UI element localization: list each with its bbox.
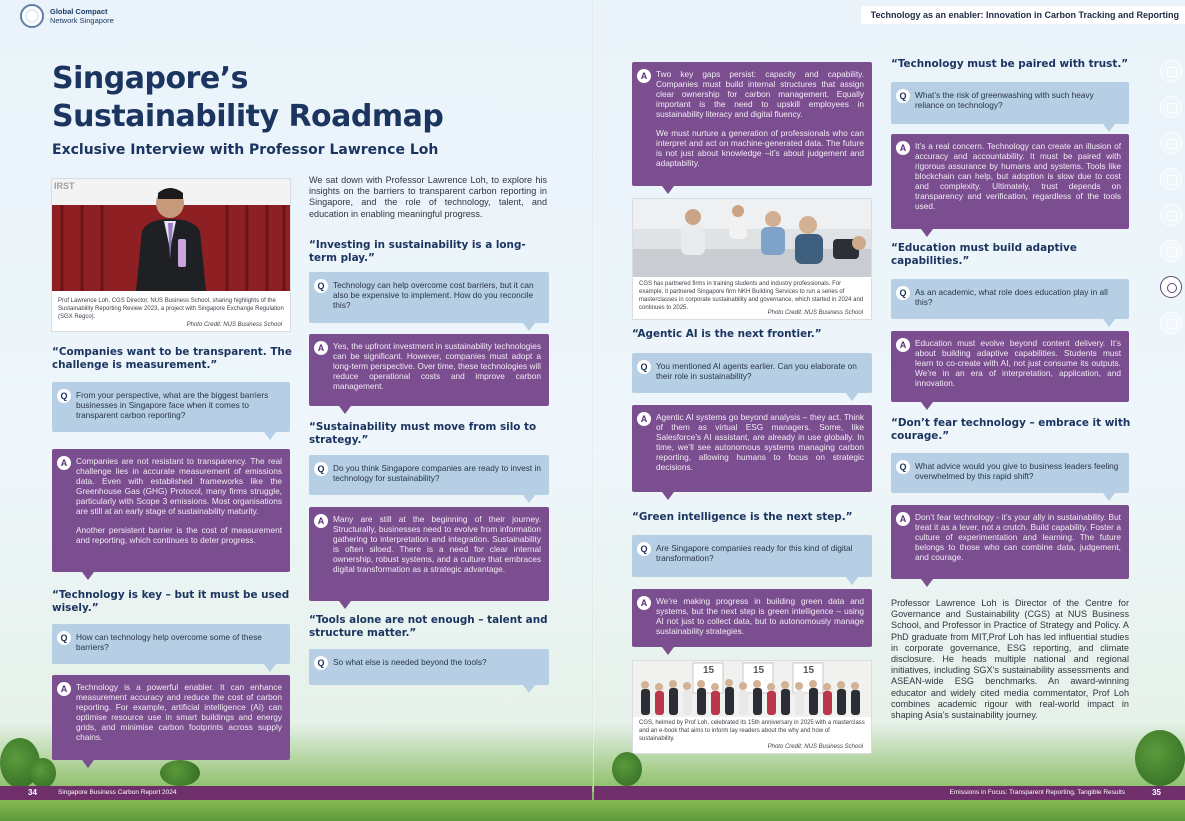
answer-bubble: [52, 675, 290, 760]
answer-text: Technology is a powerful enabler. It can enhance measurement accuracy and reduce the cost of carbon reporting. For example, artificial intelligence (AI) can optimise resource use in smart buildings and energy grids, and minimise carbon footprints across supply chains.: [76, 682, 282, 742]
q-badge: Q: [896, 460, 910, 474]
footer-left-text: Singapore Business Carbon Report 2024: [58, 789, 177, 796]
photo-caption: CGS has partnered firms in training students and industry professionals. For example, it partnered Singapore firm NKH Building Services to run a series of masterclasses in corporate sustainability and governance, which started in 2024 and continues to 2025.: [639, 281, 864, 311]
footer-right-text: Emissions in Focus: Transparent Reporting, Tangible Results: [949, 789, 1125, 796]
chat-icon[interactable]: [1160, 132, 1182, 154]
answer-text: Education must evolve beyond content delivery. It’s about building adaptive capabilities. Students must learn to co-create with AI, not just consume its outputs. We’re in an era of interpretation, application, and innovation.: [915, 338, 1121, 388]
org-line1: Global Compact: [50, 7, 108, 16]
grass-field: [0, 800, 1185, 821]
question-bubble: [52, 624, 290, 664]
tree-decoration: [160, 760, 200, 786]
answer-text: Two key gaps persist: capacity and capability. Companies must build internal structures that assign clear ownership for carbon management. Equally important is the need to upskill employees in sustainability literacy and digital fluency.: [656, 69, 864, 119]
photo-credit: Photo Credit: NUS Business School: [767, 310, 863, 316]
question-text: As an academic, what role does education play in all this?: [915, 287, 1108, 307]
photo-speaker: [51, 178, 291, 332]
question-text: From your perspective, what are the biggest barriers businesses in Singapore face when it comes to transparent carbon reporting?: [76, 390, 269, 420]
answer-bubble: [632, 405, 872, 492]
question-bubble: [632, 535, 872, 577]
q-badge: Q: [314, 462, 328, 476]
a-badge: A: [896, 338, 910, 352]
question-bubble: [632, 353, 872, 393]
flag-icon[interactable]: [1160, 312, 1182, 334]
page-number-right: 35: [1152, 788, 1161, 797]
backdrop-sign: IRST: [54, 181, 75, 191]
heading-agentic-ai: “Agentic AI is the next frontier.”: [632, 328, 822, 340]
heading-trust: “Technology must be paired with trust.”: [891, 58, 1129, 70]
tree-decoration: [612, 752, 642, 786]
a-badge: A: [57, 456, 71, 470]
un-global-compact-logo: [18, 4, 128, 30]
photo-masterclass: [632, 198, 872, 320]
globe-icon: [20, 4, 44, 28]
answer-bubble: [891, 134, 1129, 229]
leaf-icon[interactable]: [1160, 168, 1182, 190]
tree-decoration: [1135, 730, 1185, 786]
footer-left: [0, 786, 592, 800]
heading-technology-key: “Technology is key – but it must be used wisely.”: [52, 589, 290, 614]
question-text: What advice would you give to business leaders feeling overwhelmed by this rapid shift?: [915, 461, 1119, 481]
page-title: Singapore’s Sustainability Roadmap: [52, 61, 444, 134]
a-badge: A: [896, 512, 910, 526]
side-navigation: [1160, 60, 1184, 348]
question-bubble: [891, 82, 1129, 124]
heading-education: “Education must build adaptive capabilities.”: [891, 242, 1077, 267]
org-line2: Network Singapore: [50, 16, 114, 25]
question-bubble: [309, 649, 549, 685]
tree-decoration: [30, 758, 56, 788]
question-bubble: [891, 453, 1129, 493]
heading-dont-fear: “Don’t fear technology – embrace it with courage.”: [891, 417, 1131, 442]
q-badge: Q: [896, 89, 910, 103]
page-spine: [592, 0, 594, 792]
answer-bubble: [891, 331, 1129, 402]
anniversary-banner: 15: [753, 665, 765, 676]
factory-icon[interactable]: [1160, 240, 1182, 262]
answer-bubble: [52, 449, 290, 572]
heading-transparency: “Companies want to be transparent. The challenge is measurement.”: [52, 346, 292, 371]
question-text: How can technology help overcome some of these barriers?: [76, 632, 262, 652]
q-badge: Q: [57, 389, 71, 403]
question-bubble: [309, 455, 549, 495]
document-icon[interactable]: [1160, 60, 1182, 82]
photo-credit: Photo Credit: NUS Business School: [767, 744, 863, 750]
answer-bubble: [632, 589, 872, 647]
answer-bubble: [309, 334, 549, 406]
heading-green-intelligence: “Green intelligence is the next step.”: [632, 511, 853, 523]
wrench-icon[interactable]: [1160, 96, 1182, 118]
a-badge: A: [57, 682, 71, 696]
footer-right: [594, 786, 1185, 800]
question-text: So what else is needed beyond the tools?: [333, 657, 487, 667]
photo-caption: CGS, helmed by Prof Loh, celebrated its 15th anniversary in 2025 with a masterclass and an e-book that aims to inform lay readers about the why and how of sustainability.: [639, 720, 865, 742]
a-badge: A: [314, 514, 328, 528]
answer-bubble: [309, 507, 549, 601]
answer-bubble: [632, 62, 872, 186]
heading-talent-structure: “Tools alone are not enough – talent and structure matter.”: [309, 614, 548, 639]
question-text: You mentioned AI agents earlier. Can you elaborate on their role in sustainability?: [656, 361, 857, 381]
a-badge: A: [637, 412, 651, 426]
answer-text: We must nurture a generation of professionals who can interpret and act on machine-generated data. The future is not just about knowledge –it’s about judgement and adaptability.: [656, 128, 864, 168]
heading-silo-strategy: “Sustainability must move from silo to strategy.”: [309, 421, 537, 446]
anniversary-banner: 15: [803, 665, 815, 676]
section-tab: Technology as an enabler: Innovation in Carbon Tracking and Reporting: [861, 6, 1185, 24]
answer-text: Another persistent barrier is the cost of measurement and reporting, which continues to deter progress.: [76, 525, 282, 545]
a-badge: A: [637, 596, 651, 610]
answer-text: We’re making progress in building green data and systems, but the next step is green intelligence – using AI not just to collect data, but to autonomously manage sustainability strategies.: [656, 596, 864, 636]
heading-long-term: “Investing in sustainability is a long-term play.”: [309, 239, 526, 264]
a-badge: A: [896, 141, 910, 155]
answer-bubble: [891, 505, 1129, 579]
a-badge: A: [637, 69, 651, 83]
photo-credit: Photo Credit: NUS Business School: [186, 322, 282, 328]
q-badge: Q: [896, 286, 910, 300]
answer-text: Yes, the upfront investment in sustainability technologies can be significant. However, companies must adopt a long-term perspective. Over time, these technologies will reduce operational costs and improve carbon management.: [333, 341, 541, 391]
question-text: Do you think Singapore companies are ready to invest in technology for sustainability?: [333, 463, 542, 483]
photo-caption: Prof Lawrence Loh, CGS Director, NUS Business School, sharing highlights of the Sustainability Reporting Review 2023, a project with Singapore Exchange Regulation (SGX Regco).: [58, 298, 284, 320]
intro-paragraph: We sat down with Professor Lawrence Loh, to explore his insights on the barriers to transparent carbon reporting in Singapore, and the role of technology, talent, and education in enabling meaningful progress.: [309, 175, 547, 219]
q-badge: Q: [637, 360, 651, 374]
a-badge: A: [314, 341, 328, 355]
answer-text: Companies are not resistant to transparency. The real challenge lies in accurate measurement of emissions data. Even with established frameworks like the Greenhouse Gas (GHG) Protocol, many firms struggle, particularly with Scope 3 emissions. Most organisations are still at an early stage of sustainability maturity.: [76, 456, 282, 516]
answer-text: Many are still at the beginning of their journey. Structurally, businesses need to evolve from information gathering to interpretation and integration. Sustainability is often siloed. There is a need for clear internal ownership, robust systems, and a culture that embraces digital transformation as a strategic advantage.: [333, 514, 541, 574]
question-bubble: [52, 382, 290, 432]
answer-text: It’s a real concern. Technology can create an illusion of accuracy and accountability. It must be paired with rigorous assurance by humans and systems. Tools like blockchain can help, but adoption is slow due to cost and complexity. Ultimately, trust depends on transparency and verification, regardless of the tools used.: [915, 141, 1121, 211]
anniversary-banner: 15: [703, 665, 715, 676]
q-badge: Q: [314, 279, 328, 293]
author-bio: Professor Lawrence Loh is Director of the Centre for Governance and Sustainability (CGS) at NUS Business School, and Professor in Practice of Strategy and Policy. A PhD graduate from MIT,Prof Loh has led influential studies in corporate governance, ESG reporting, and climate disclosure. He heads multiple national and regional initiatives, including SGX’s sustainability assessments and ASEAN-wide ESG benchmarks. An award-winning educator and widely cited media commentator, Prof Loh combines academic rigour with real-world impact in shaping Asia’s sustainability journey.: [891, 598, 1129, 721]
magnifier-icon[interactable]: [1160, 204, 1182, 226]
page-subtitle: Exclusive Interview with Professor Lawrence Loh: [52, 142, 439, 158]
question-text: Technology can help overcome cost barriers, but it can also be expensive to implement. How do you reconcile this?: [333, 280, 534, 310]
question-bubble: [891, 279, 1129, 319]
question-text: What’s the risk of greenwashing with such heavy reliance on technology?: [915, 90, 1094, 110]
gear-icon[interactable]: [1160, 276, 1182, 298]
question-bubble: [309, 272, 549, 323]
answer-text: Don’t fear technology - it’s your ally in sustainability. But treat it as a lever, not a crutch. Build capability. Foster a culture of experimentation and learning. The future belongs to those who can combine data, judgement, and courage.: [915, 512, 1121, 562]
q-badge: Q: [314, 656, 328, 670]
answer-text: Agentic AI systems go beyond analysis – they act. Think of them as virtual ESG managers. Some, like Salesforce’s AI assistant, are already in use globally. In time, we’ll see autonomous systems managing carbon reporting, allowing humans to focus on strategic decisions.: [656, 412, 864, 472]
photo-anniversary: [632, 660, 872, 754]
question-text: Are Singapore companies ready for this kind of digital transformation?: [656, 543, 853, 563]
q-badge: Q: [57, 631, 71, 645]
page-number-left: 34: [28, 788, 37, 797]
q-badge: Q: [637, 542, 651, 556]
